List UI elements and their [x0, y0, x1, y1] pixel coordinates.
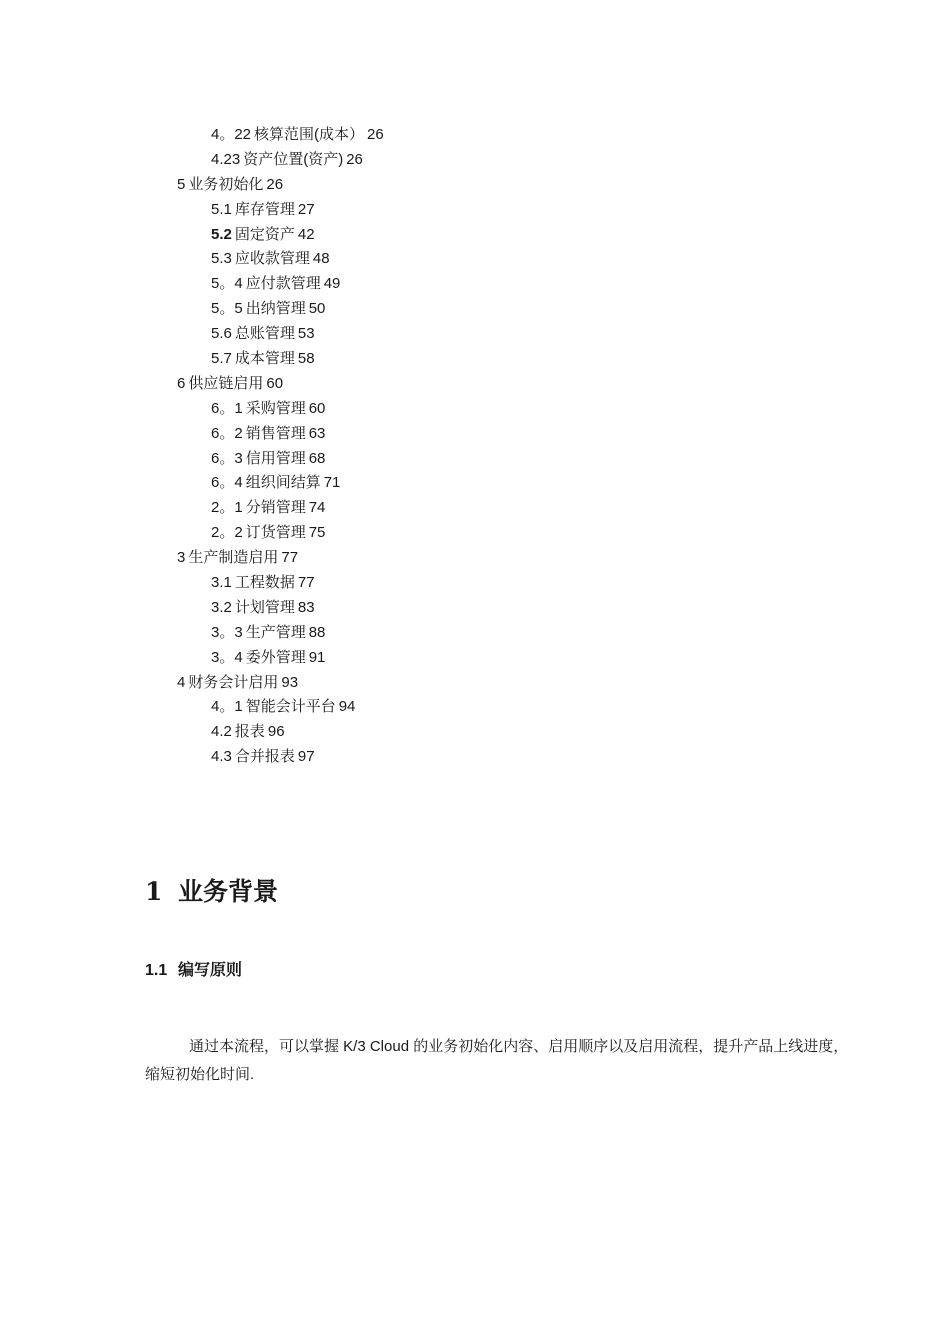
toc-entry-title: 采购管理 — [245, 399, 306, 417]
toc-entry-title: 业务初始化 — [188, 175, 264, 193]
toc-entry-page-number: 58 — [297, 350, 315, 368]
toc-entry-number: 4.23 — [211, 150, 241, 168]
toc-entry[interactable] — [177, 745, 777, 770]
toc-entry-number: 4。22 — [211, 126, 252, 143]
toc-entry[interactable] — [177, 496, 777, 521]
toc-entry-number: 6。1 — [211, 399, 243, 417]
section-heading-1-1-title: 编写原则 — [178, 962, 243, 979]
toc-entry-page-number: 53 — [297, 325, 315, 343]
toc-entry-title: 订货管理 — [245, 524, 306, 542]
toc-entry-page-number: 26 — [346, 150, 363, 168]
toc-entry[interactable] — [177, 695, 777, 720]
toc-entry-number: 3。3 — [211, 623, 243, 641]
toc-entry-page-number: 93 — [281, 673, 299, 691]
toc-entry-page-number: 48 — [312, 250, 330, 268]
toc-entry-title: 委外管理 — [245, 648, 306, 666]
toc-entry-number: 5.6 — [211, 325, 232, 343]
toc-entry-number: 4。1 — [211, 698, 243, 716]
toc-entry-page-number: 77 — [297, 574, 315, 592]
toc-entry-number: 5.2 — [211, 225, 232, 243]
toc-entry-number: 5。4 — [211, 275, 243, 293]
section-heading-1-title: 业务背景 — [178, 877, 279, 906]
toc-entry-title: 计划管理 — [234, 598, 295, 616]
section-heading-1-1-number: 1.1 — [145, 962, 168, 979]
toc-entry-title: 信用管理 — [245, 449, 306, 467]
toc-entry-page-number: 49 — [323, 275, 341, 293]
toc-entry-title: 出纳管理 — [245, 300, 306, 318]
toc-entry-number: 5.3 — [211, 250, 232, 268]
toc-entry-title: 应付款管理 — [245, 275, 321, 293]
toc-entry-title: 工程数据 — [234, 574, 295, 592]
section-heading-1-1 — [145, 957, 242, 985]
toc-entry[interactable] — [177, 272, 777, 297]
toc-entry-number: 5.1 — [211, 200, 232, 218]
toc-entry[interactable] — [177, 471, 777, 496]
toc-entry-page-number: 27 — [297, 200, 315, 218]
toc-entry-number: 5。5 — [211, 300, 243, 318]
toc-entry-number: 4.2 — [211, 723, 232, 741]
toc-entry-number: 4 — [177, 673, 186, 691]
table-of-contents — [177, 123, 777, 770]
toc-entry-title: 应收款管理 — [234, 250, 310, 268]
toc-entry[interactable] — [177, 372, 777, 397]
toc-entry-page-number: 42 — [297, 225, 315, 243]
toc-entry[interactable] — [177, 571, 777, 596]
section-heading-1-number: 1 — [145, 877, 163, 906]
toc-entry-page-number: 68 — [308, 449, 326, 467]
toc-entry-page-number: 96 — [267, 723, 285, 741]
toc-entry-number: 4.3 — [211, 748, 232, 766]
toc-entry-title: 生产制造启用 — [188, 549, 279, 567]
toc-entry-title: 成本管理 — [234, 350, 295, 368]
toc-entry-page-number: 97 — [297, 748, 315, 766]
toc-entry-page-number: 77 — [281, 549, 299, 567]
toc-entry[interactable] — [177, 347, 777, 372]
toc-entry-number: 6。4 — [211, 474, 243, 492]
toc-entry-title: 供应链启用 — [188, 374, 264, 392]
toc-entry[interactable] — [177, 521, 777, 546]
toc-entry-page-number: 94 — [338, 698, 356, 716]
toc-entry[interactable] — [177, 198, 777, 223]
toc-entry-page-number: 50 — [308, 300, 326, 318]
toc-entry[interactable] — [177, 123, 777, 148]
toc-entry-title: 资产位置(资产) — [243, 150, 344, 168]
toc-entry-title: 总账管理 — [234, 325, 295, 343]
toc-entry-number: 3 — [177, 549, 186, 567]
toc-entry-page-number: 83 — [297, 598, 315, 616]
toc-entry-title: 固定资产 — [234, 225, 295, 243]
toc-entry-page-number: 75 — [308, 524, 326, 542]
toc-entry[interactable] — [177, 173, 777, 198]
toc-entry[interactable] — [177, 223, 777, 248]
toc-entry-number: 3.1 — [211, 574, 232, 592]
toc-entry-number: 5.7 — [211, 350, 232, 368]
toc-entry[interactable] — [177, 646, 777, 671]
toc-entry-page-number: 26 — [266, 175, 284, 193]
toc-entry[interactable] — [177, 621, 777, 646]
section-heading-1 — [145, 872, 278, 912]
toc-entry-number: 2。2 — [211, 524, 243, 542]
toc-entry-page-number: 91 — [308, 648, 326, 666]
toc-entry[interactable] — [177, 596, 777, 621]
toc-entry-title: 核算范围(成本） — [254, 126, 365, 143]
toc-entry[interactable] — [177, 397, 777, 422]
toc-entry-number: 2。1 — [211, 499, 243, 517]
toc-entry-title: 合并报表 — [234, 748, 295, 766]
toc-entry-title: 报表 — [234, 723, 265, 741]
toc-entry-page-number: 71 — [323, 474, 341, 492]
toc-entry[interactable] — [177, 720, 777, 745]
toc-entry-title: 分销管理 — [245, 499, 306, 517]
toc-entry-title: 智能会计平台 — [245, 698, 336, 716]
toc-entry-number: 6 — [177, 374, 186, 392]
toc-entry-page-number: 63 — [308, 424, 326, 442]
toc-entry-page-number: 60 — [266, 374, 284, 392]
toc-entry-number: 3.2 — [211, 598, 232, 616]
toc-entry-number: 3。4 — [211, 648, 243, 666]
toc-entry[interactable] — [177, 322, 777, 347]
toc-entry-title: 组织间结算 — [245, 474, 321, 492]
toc-entry[interactable] — [177, 671, 777, 696]
toc-entry[interactable] — [177, 447, 777, 472]
toc-entry-number: 6。3 — [211, 449, 243, 467]
toc-entry-number: 6。2 — [211, 424, 243, 442]
toc-entry[interactable] — [177, 546, 777, 571]
toc-entry[interactable] — [177, 247, 777, 272]
toc-entry-page-number: 26 — [367, 126, 384, 143]
toc-entry-number: 5 — [177, 175, 186, 193]
toc-entry-page-number: 74 — [308, 499, 326, 517]
toc-entry-page-number: 88 — [308, 623, 326, 641]
toc-entry-page-number: 60 — [308, 399, 326, 417]
toc-entry[interactable] — [177, 422, 777, 447]
toc-entry-title: 财务会计启用 — [188, 673, 279, 691]
toc-entry[interactable] — [177, 297, 777, 322]
toc-entry-title: 生产管理 — [245, 623, 306, 641]
body-paragraph: 通过本流程，可以掌握 K/3 Cloud 的业务初始化内容、启用顺序以及启用流程，提升产品上线进度，缩短初始化时间. — [145, 1038, 849, 1083]
toc-entry-title: 销售管理 — [245, 424, 306, 442]
toc-entry[interactable] — [177, 148, 777, 173]
toc-entry-title: 库存管理 — [234, 200, 295, 218]
